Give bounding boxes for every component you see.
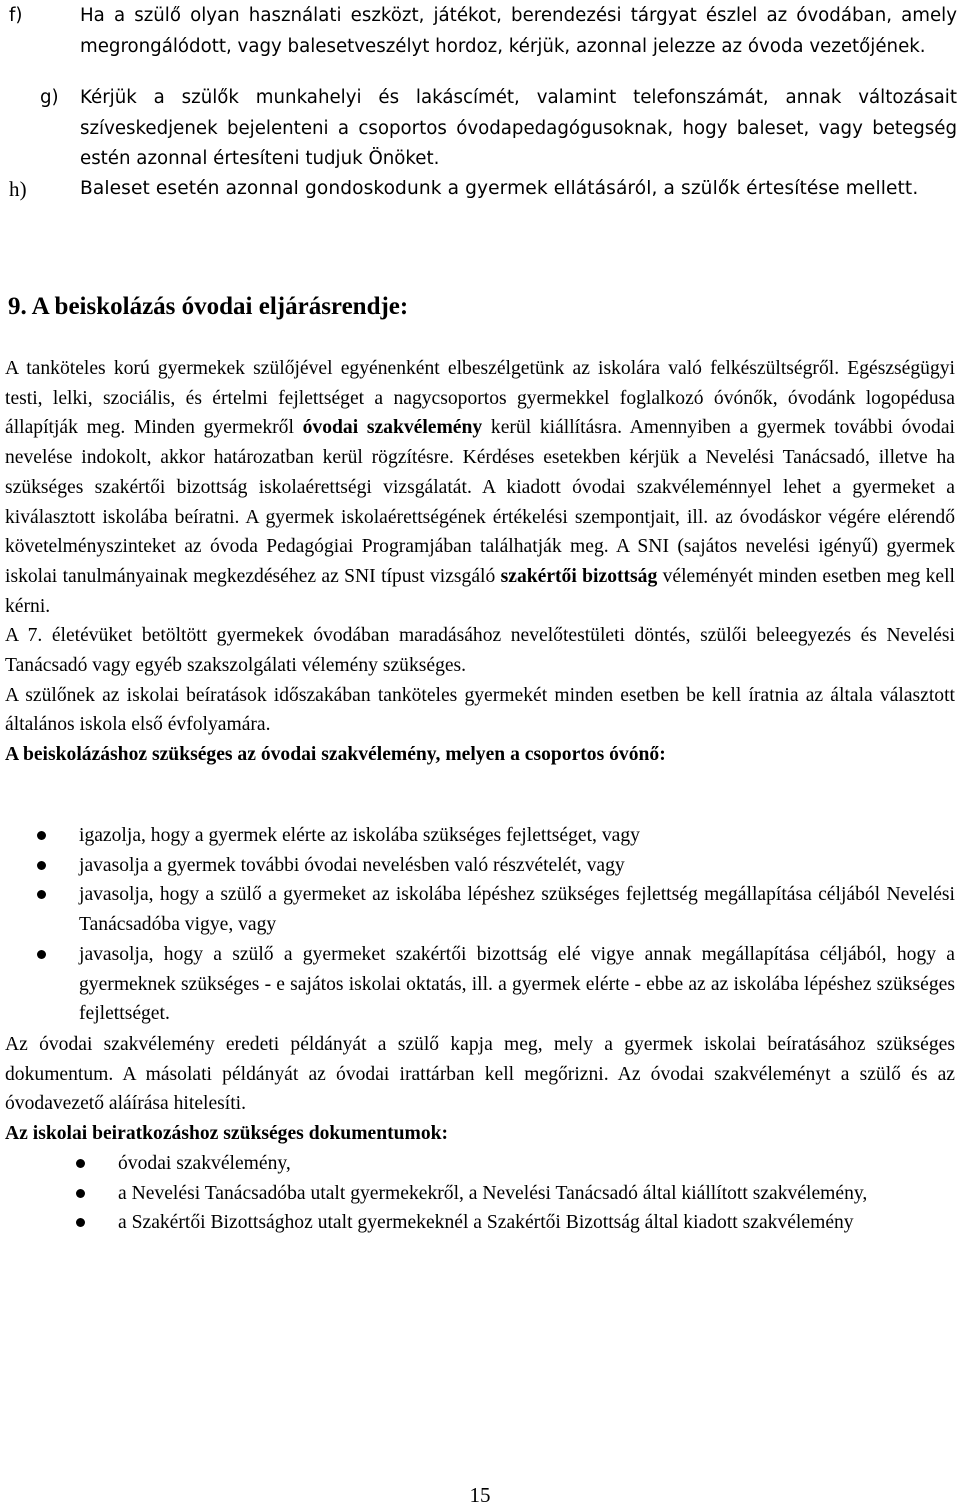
- bullet-icon: [37, 890, 46, 899]
- closing-paragraph-block: [5, 1030, 955, 1119]
- bullet-icon: [37, 861, 46, 870]
- paragraph-text: A tanköteles korú gyermekek szülőjével egyénenként elbeszélgetünk az iskolára való felkészültségről. Egészségügyi testi, lelki, szociális, és értelmi fejlettséget a nagycsoportos gyermekkel foglalkozó óvónők, óvodánk logopédusa állapítják meg. Minden gyermekről: [5, 358, 955, 439]
- paragraph-text: véleményét minden esetben meg kell kérni.: [5, 565, 955, 617]
- required-documents-list: [118, 1149, 955, 1238]
- bullet-icon: [76, 1218, 85, 1227]
- page-number: 15: [469, 1483, 491, 1507]
- list-item-text: a Szakértői Bizottsághoz utalt gyermekeknél a Szakértői Bizottság által kiadott szakvélemény: [118, 1212, 854, 1234]
- list-item: [118, 1208, 955, 1238]
- bold-term: szakértői bizottság: [500, 565, 658, 587]
- list-item-text: Kérjük a szülők munkahelyi és lakáscímét, valamint telefonszámát, annak változásait szíveskedjenek bejelenteni a csoportos óvodapedagógusoknak, hogy baleset, vagy betegség estén azonnal értesíteni tudjuk Önöket.: [80, 87, 957, 169]
- list-item: [118, 1179, 955, 1209]
- bullet-icon: [76, 1159, 85, 1168]
- list-marker: h): [9, 177, 27, 201]
- list-item-text: igazolja, hogy a gyermek elérte az iskolába szükséges fejlettséget, vagy: [79, 825, 640, 846]
- list-item-text: óvodai szakvélemény,: [118, 1153, 291, 1174]
- list-item-text: a Nevelési Tanácsadóba utalt gyermekekről, a Nevelési Tanácsadó által kiállított szakvélemény,: [118, 1182, 868, 1204]
- list-item: [118, 1149, 955, 1179]
- assessment-options-list: [79, 821, 955, 1029]
- list-marker: g): [40, 87, 59, 108]
- list-item: [79, 940, 955, 1029]
- documents-heading: Az iskolai beiratkozáshoz szükséges dokumentumok:: [5, 1123, 449, 1144]
- list-item-h: [9, 174, 957, 205]
- list-item-g: [9, 83, 957, 175]
- list-item-text: javasolja, hogy a szülő a gyermeket az iskolába lépéshez szükséges fejlettség megállapítása céljából Nevelési Tanácsadóba vigye, vagy: [79, 884, 955, 936]
- list-item: [79, 880, 955, 939]
- section-body: [5, 354, 955, 770]
- paragraph: Az óvodai szakvélemény eredeti példányát a szülő kapja meg, mely a gyermek iskolai beíratásához szükséges dokumentum. A másolati példányát az óvodai irattárban kell megőrizni. Az óvodai szakvéleményt a szülő és az óvodavezető aláírása hitelesíti.: [5, 1034, 955, 1115]
- list-marker: f): [9, 5, 23, 26]
- bold-term: óvodai szakvélemény: [302, 417, 483, 439]
- list-item: [79, 851, 955, 881]
- list-item-text: javasolja a gyermek további óvodai nevelésben való részvételét, vagy: [79, 854, 625, 876]
- list-item-text: javasolja, hogy a szülő a gyermeket szakértői bizottság elé vigye annak megállapítása céljából, hogy a gyermeknek szükséges - e sajátos iskolai oktatás, ill. a gyermek elérte - ebbe az az iskolába lépéshez szükséges fejlettséget.: [79, 943, 955, 1025]
- paragraph: A 7. életévüket betöltött gyermekek óvodában maradásához nevelőtestületi döntés, szülői beleegyezés és Nevelési Tanácsadó vagy egyéb szakszolgálati vélemény szükséges.: [5, 625, 955, 677]
- paragraph: A szülőnek az iskolai beíratások időszakában tanköteles gyermekét minden esetben be kell íratnia az általa választott általános iskola első évfolyamára.: [5, 684, 955, 736]
- bold-lead: A beiskolázáshoz szükséges az óvodai szakvélemény, melyen a csoportos óvónő:: [5, 744, 666, 766]
- bullet-icon: [37, 831, 46, 840]
- section-heading: 9. A beiskolázás óvodai eljárásrendje:: [8, 293, 409, 320]
- paragraph-bold: [5, 740, 955, 770]
- bullet-icon: [76, 1189, 85, 1198]
- paragraph: [5, 354, 955, 621]
- list-item-text: Ha a szülő olyan használati eszközt, játékot, berendezési tárgyat észlel az óvodában, amely megrongálódott, vagy balesetveszélyt hordoz, kérjük, azonnal jelezze az óvoda vezetőjének.: [80, 5, 957, 57]
- list-item: [79, 821, 955, 851]
- bullet-icon: [37, 950, 46, 959]
- list-item-text: Baleset esetén azonnal gondoskodunk a gyermek ellátásáról, a szülők értesítése mellett.: [80, 178, 919, 199]
- paragraph-text: kerül kiállításra. Amennyiben a gyermek további óvodai nevelése indokolt, akkor határozatban kerül rögzítésre. Kérdéses esetekben kérjük a Nevelési Tanácsadó, illetve ha szükséges szakértői bizottság iskolaérettségi vizsgálatát. A kiadott óvodai szakvéleménnyel lehet a gyermeket a kiválasztott iskolába beíratni. A gyermek iskolaérettségének értékelési szempontjait, ill. az óvodáskor végére elérendő követelményszinteket az óvoda Pedagógiai Programjában találhatják meg. A SNI (sajátos nevelési igényű) gyermek iskolai tanulmányainak megkezdéséhez az SNI típust vizsgáló: [5, 417, 955, 587]
